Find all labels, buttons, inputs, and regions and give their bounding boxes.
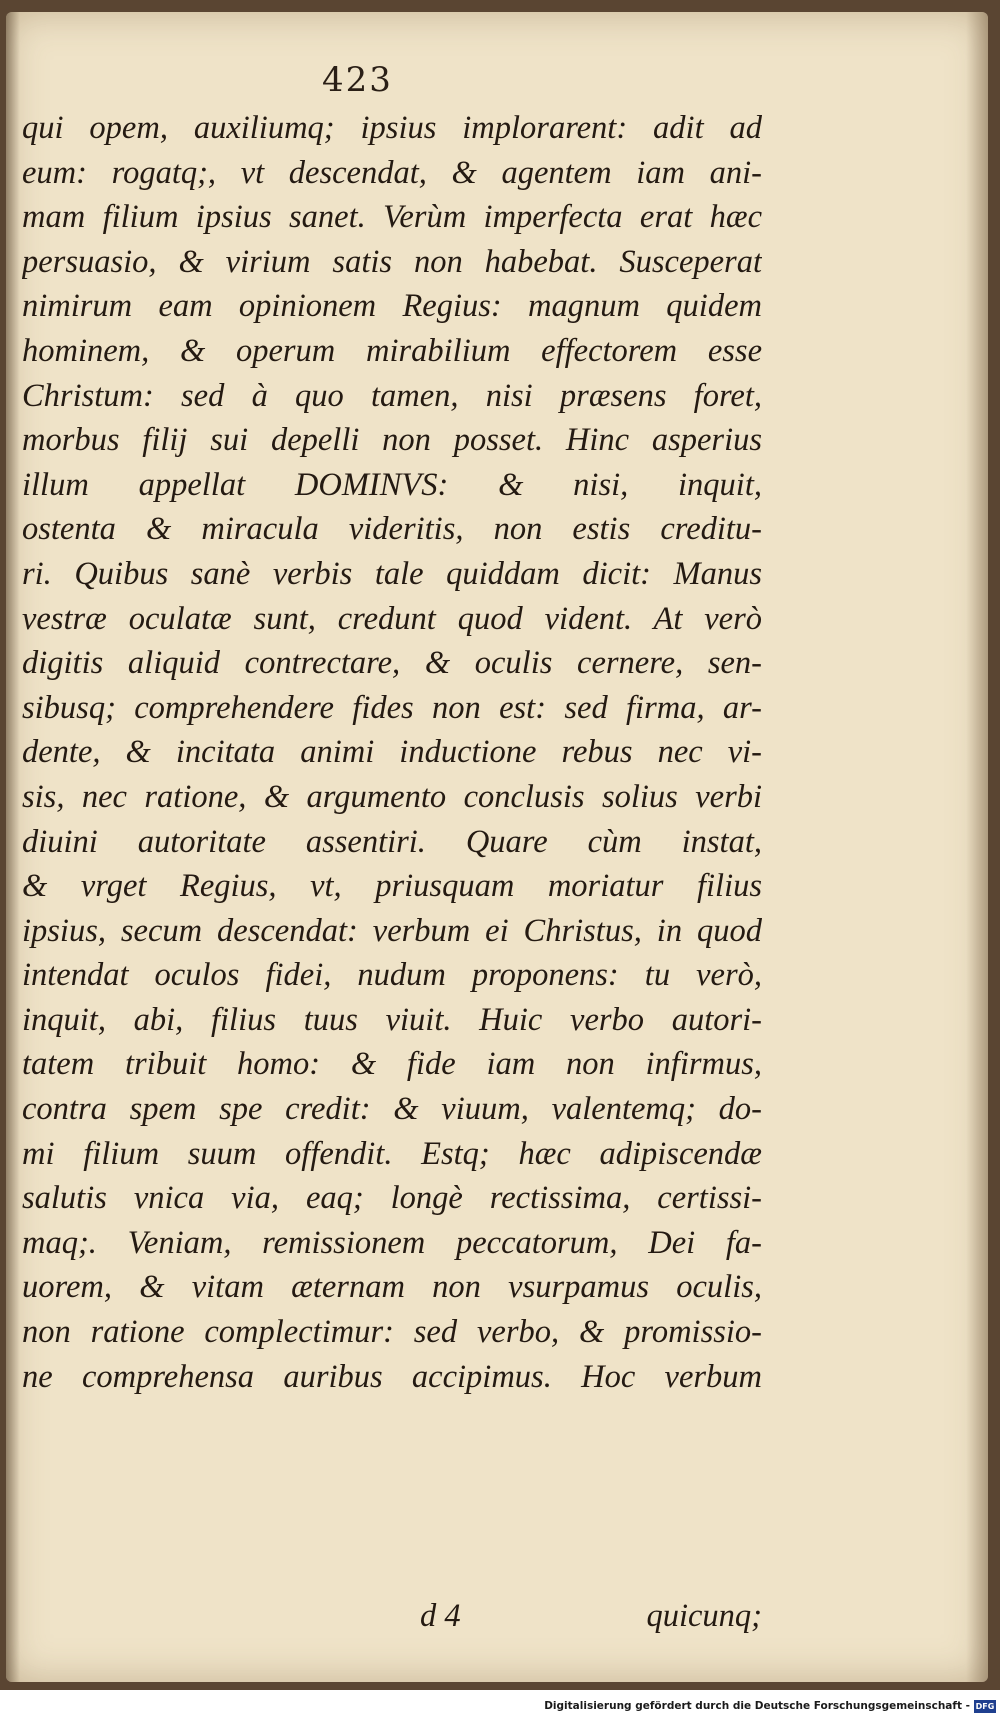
catchword: quicunq; [646, 1598, 762, 1634]
text-line: sibusq; comprehendere fides non est: sed firma, ar- [22, 689, 762, 726]
body-text [22, 106, 762, 1399]
text-line: intendat oculos fidei, nudum proponens: tu verò, [22, 957, 762, 994]
text-line: ri. Quibus sanè verbis tale quiddam dicit: Manus [22, 555, 762, 592]
text-line: qui opem, auxiliumq; ipsius implorarent: adit ad [22, 110, 762, 146]
page-gutter-shadow [6, 12, 20, 1682]
text-line: & vrget Regius, vt, priusquam moriatur filius [22, 868, 762, 905]
text-line: nimirum eam opinionem Regius: magnum quidem [22, 288, 762, 325]
text-line: ipsius, secum descendat: verbum ei Christus, in quod [22, 912, 762, 949]
text-line: non ratione complectimur: sed verbo, & promissio- [22, 1314, 762, 1351]
text-line: inquit, abi, filius tuus viuit. Huic verbo autori- [22, 1001, 762, 1038]
text-line: dente, & incitata animi inductione rebus nec vi- [22, 734, 762, 771]
text-line: contra spem spe credit: & viuum, valentemq; do- [22, 1091, 762, 1128]
text-line: tatem tribuit homo: & fide iam non infirmus, [22, 1046, 762, 1083]
text-line: Christum: sed à quo tamen, nisi præsens foret, [22, 377, 762, 414]
text-line: ne comprehensa auribus accipimus. Hoc verbum [22, 1358, 762, 1395]
signature-mark: d 4 [420, 1598, 461, 1634]
page-number: 423 [322, 60, 393, 100]
text-line: maq;. Veniam, remissionem peccatorum, Dei fa- [22, 1224, 762, 1261]
dfg-logo: DFG [975, 1702, 995, 1711]
text-line: ostenta & miracula videritis, non estis creditu- [22, 511, 762, 548]
page-edge-shadow [966, 12, 988, 1682]
text-line: vestræ oculatæ sunt, credunt quod vident. At verò [22, 600, 762, 637]
signature-line [22, 1598, 762, 1642]
text-line: salutis vnica via, eaq; longè rectissima, certissi- [22, 1180, 762, 1217]
text-line: eum: rogatq;, vt descendat, & agentem iam ani- [22, 154, 762, 191]
text-line: sis, nec ratione, & argumento conclusis solius verbi [22, 778, 762, 815]
text-line: morbus filij sui depelli non posset. Hinc asperius [22, 422, 762, 459]
text-line: hominem, & operum mirabilium effectorem esse [22, 332, 762, 369]
text-line: diuini autoritate assentiri. Quare cùm instat, [22, 823, 762, 860]
text-line: uorem, & vitam æternam non vsurpamus oculis, [22, 1269, 762, 1306]
text-line: mi filium suum offendit. Estq; hæc adipiscendæ [22, 1135, 762, 1172]
text-line: mam filium ipsius sanet. Verùm imperfecta erat hæc [22, 199, 762, 236]
text-line: persuasio, & virium satis non habebat. Susceperat [22, 243, 762, 280]
text-line: digitis aliquid contrectare, & oculis cernere, sen- [22, 645, 762, 682]
text-line: illum appellat DOMINVS: & nisi, inquit, [22, 466, 762, 503]
digitization-credit: Digitalisierung gefördert durch die Deutsche Forschungsgemeinschaft - [544, 1700, 970, 1712]
